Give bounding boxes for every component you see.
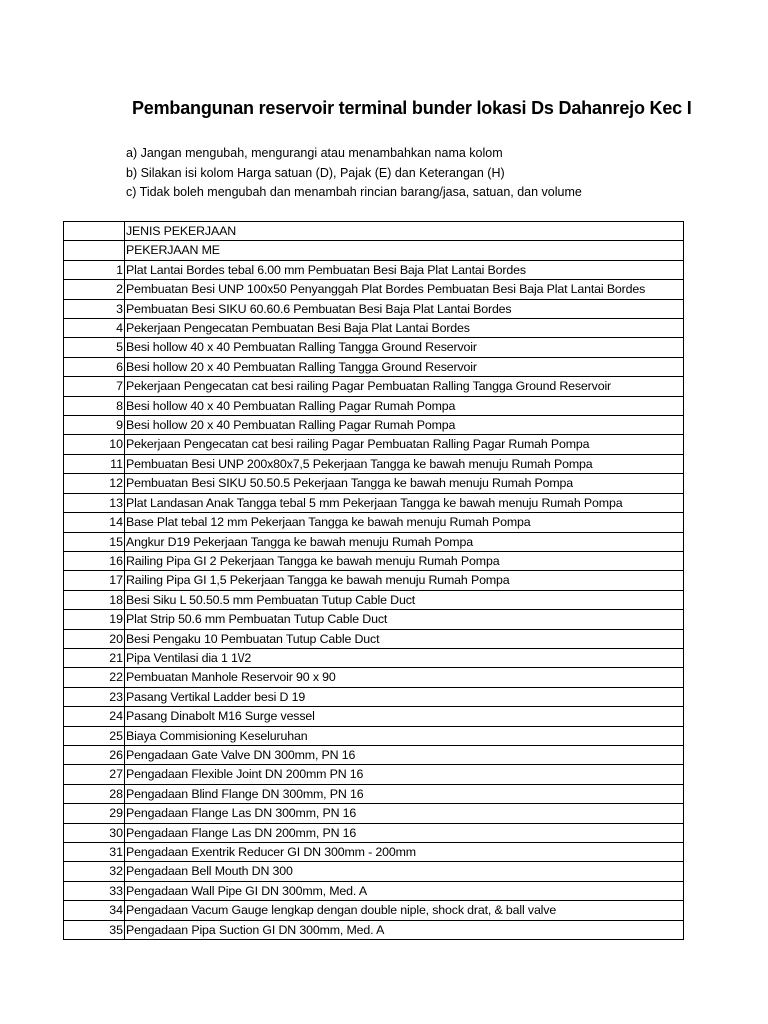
row-number: 9 (64, 416, 125, 435)
note-b: b) Silakan isi kolom Harga satuan (D), Pajak (E) dan Keterangan (H) (126, 165, 505, 180)
row-number: 30 (64, 823, 125, 842)
row-number: 26 (64, 745, 125, 764)
note-a: a) Jangan mengubah, mengurangi atau menambahkan nama kolom (126, 146, 503, 160)
table-row (64, 901, 684, 920)
table-row (64, 765, 684, 784)
row-description: Pasang Vertikal Ladder besi D 19 (125, 687, 684, 706)
table-row (64, 416, 684, 435)
table-row (64, 668, 684, 687)
row-description: Besi Siku L 50.50.5 mm Pembuatan Tutup Cable Duct (125, 590, 684, 609)
row-description: Plat Landasan Anak Tangga tebal 5 mm Pekerjaan Tangga ke bawah menuju Rumah Pompa (125, 493, 684, 512)
table-row (64, 474, 684, 493)
row-number: 21 (64, 648, 125, 667)
table-row (64, 843, 684, 862)
row-description: Pembuatan Manhole Reservoir 90 x 90 (125, 668, 684, 687)
row-description: Pekerjaan Pengecatan cat besi railing Pagar Pembuatan Ralling Tangga Ground Reservoir (125, 377, 684, 396)
row-description: Pengadaan Flange Las DN 200mm, PN 16 (125, 823, 684, 842)
table-row (64, 823, 684, 842)
table-row (64, 881, 684, 900)
table-section-row (64, 241, 684, 260)
row-description: Pekerjaan Pengecatan Pembuatan Besi Baja Plat Lantai Bordes (125, 319, 684, 338)
table-row (64, 280, 684, 299)
table-row (64, 319, 684, 338)
note-c: c) Tidak boleh mengubah dan menambah rincian barang/jasa, satuan, dan volume (126, 185, 582, 199)
document-title: Pembangunan reservoir terminal bunder lokasi Ds Dahanrejo Kec I (132, 98, 692, 118)
row-description: Railing Pipa GI 2 Pekerjaan Tangga ke bawah menuju Rumah Pompa (125, 551, 684, 570)
table-header-row (64, 222, 684, 241)
table-row (64, 784, 684, 803)
row-description: Pengadaan Flange Las DN 300mm, PN 16 (125, 804, 684, 823)
row-description: Pengadaan Exentrik Reducer GI DN 300mm - 200mm (125, 843, 684, 862)
row-number: 32 (64, 862, 125, 881)
row-number: 14 (64, 513, 125, 532)
row-number: 20 (64, 629, 125, 648)
table-row (64, 648, 684, 667)
row-number: 28 (64, 784, 125, 803)
row-number: 1 (64, 260, 125, 279)
table-row (64, 377, 684, 396)
table-row (64, 551, 684, 570)
row-number: 2 (64, 280, 125, 299)
row-description: Pipa Ventilasi dia 1 1\/2 (125, 648, 684, 667)
row-number: 34 (64, 901, 125, 920)
table-row (64, 707, 684, 726)
table-row (64, 571, 684, 590)
table-row (64, 260, 684, 279)
row-number: 6 (64, 357, 125, 376)
row-number: 16 (64, 551, 125, 570)
row-description: Besi hollow 20 x 40 Pembuatan Ralling Tangga Ground Reservoir (125, 357, 684, 376)
table-row (64, 357, 684, 376)
row-number: 29 (64, 804, 125, 823)
section-pekerjaan-me: PEKERJAAN ME (125, 241, 684, 260)
table-row (64, 454, 684, 473)
row-number: 17 (64, 571, 125, 590)
table-row (64, 493, 684, 512)
table-row (64, 590, 684, 609)
row-description: Pembuatan Besi UNP 100x50 Penyanggah Plat Bordes Pembuatan Besi Baja Plat Lantai Bordes (125, 280, 684, 299)
table-row (64, 862, 684, 881)
header-number-cell (64, 222, 125, 241)
row-description: Biaya Commisioning Keseluruhan (125, 726, 684, 745)
header-jenis-pekerjaan: JENIS PEKERJAAN (125, 222, 684, 241)
row-description: Pengadaan Flexible Joint DN 200mm PN 16 (125, 765, 684, 784)
row-description: Besi hollow 40 x 40 Pembuatan Ralling Tangga Ground Reservoir (125, 338, 684, 357)
row-number: 18 (64, 590, 125, 609)
table-row (64, 687, 684, 706)
table-row (64, 920, 684, 939)
row-number: 19 (64, 610, 125, 629)
row-number: 7 (64, 377, 125, 396)
row-description: Pengadaan Bell Mouth DN 300 (125, 862, 684, 881)
row-number: 8 (64, 396, 125, 415)
row-description: Pembuatan Besi SIKU 50.50.5 Pekerjaan Tangga ke bawah menuju Rumah Pompa (125, 474, 684, 493)
row-description: Pasang Dinabolt M16 Surge vessel (125, 707, 684, 726)
row-description: Plat Strip 50.6 mm Pembuatan Tutup Cable Duct (125, 610, 684, 629)
row-number: 35 (64, 920, 125, 939)
row-number: 25 (64, 726, 125, 745)
row-description: Pembuatan Besi UNP 200x80x7,5 Pekerjaan Tangga ke bawah menuju Rumah Pompa (125, 454, 684, 473)
row-description: Base Plat tebal 12 mm Pekerjaan Tangga ke bawah menuju Rumah Pompa (125, 513, 684, 532)
row-description: Railing Pipa GI 1,5 Pekerjaan Tangga ke bawah menuju Rumah Pompa (125, 571, 684, 590)
row-number: 27 (64, 765, 125, 784)
row-description: Besi Pengaku 10 Pembuatan Tutup Cable Duct (125, 629, 684, 648)
table-row (64, 396, 684, 415)
instruction-notes (126, 144, 582, 203)
row-description: Pengadaan Blind Flange DN 300mm, PN 16 (125, 784, 684, 803)
row-number: 5 (64, 338, 125, 357)
table-row (64, 745, 684, 764)
row-number: 10 (64, 435, 125, 454)
row-description: Pengadaan Pipa Suction GI DN 300mm, Med. A (125, 920, 684, 939)
row-description: Pengadaan Wall Pipe GI DN 300mm, Med. A (125, 881, 684, 900)
table-row (64, 513, 684, 532)
row-description: Pekerjaan Pengecatan cat besi railing Pagar Pembuatan Ralling Pagar Rumah Pompa (125, 435, 684, 454)
work-items-body (64, 222, 684, 940)
work-items-table (63, 221, 684, 940)
row-number: 22 (64, 668, 125, 687)
table-row (64, 610, 684, 629)
section-number-cell (64, 241, 125, 260)
row-description: Pengadaan Vacum Gauge lengkap dengan double niple, shock drat, & ball valve (125, 901, 684, 920)
row-description: Pembuatan Besi SIKU 60.60.6 Pembuatan Besi Baja Plat Lantai Bordes (125, 299, 684, 318)
table-row (64, 804, 684, 823)
row-number: 11 (64, 454, 125, 473)
row-number: 13 (64, 493, 125, 512)
row-description: Plat Lantai Bordes tebal 6.00 mm Pembuatan Besi Baja Plat Lantai Bordes (125, 260, 684, 279)
table-row (64, 299, 684, 318)
row-number: 23 (64, 687, 125, 706)
row-number: 12 (64, 474, 125, 493)
row-description: Angkur D19 Pekerjaan Tangga ke bawah menuju Rumah Pompa (125, 532, 684, 551)
row-number: 3 (64, 299, 125, 318)
row-description: Pengadaan Gate Valve DN 300mm, PN 16 (125, 745, 684, 764)
row-description: Besi hollow 40 x 40 Pembuatan Ralling Pagar Rumah Pompa (125, 396, 684, 415)
row-number: 31 (64, 843, 125, 862)
table-row (64, 435, 684, 454)
table-row (64, 338, 684, 357)
row-number: 24 (64, 707, 125, 726)
row-number: 15 (64, 532, 125, 551)
table-row (64, 629, 684, 648)
table-row (64, 532, 684, 551)
row-description: Besi hollow 20 x 40 Pembuatan Ralling Pagar Rumah Pompa (125, 416, 684, 435)
row-number: 4 (64, 319, 125, 338)
row-number: 33 (64, 881, 125, 900)
table-row (64, 726, 684, 745)
